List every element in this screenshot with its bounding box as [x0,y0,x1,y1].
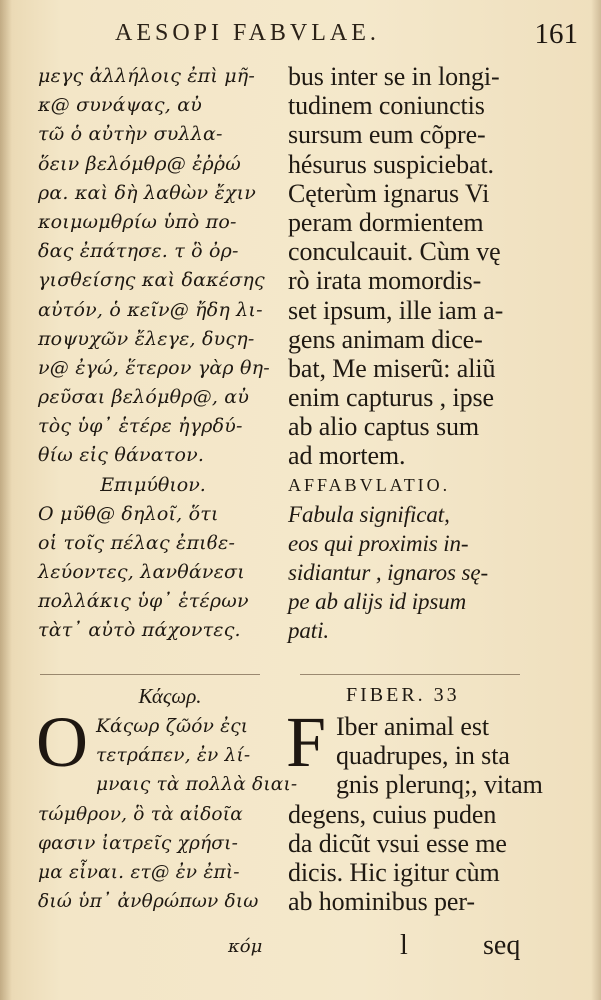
greek-line: μα εἶναι. ετ@ ἐν ἐπὶ- [38,861,240,883]
latin-line: hésurus suspiciebat. [288,149,494,179]
latin-line: conculcauit. Cùm vę [288,237,501,267]
latin-line: gens animam dice- [288,324,483,354]
greek-line: ρεῦσαι βελόμθρ@, αὐ [38,386,250,409]
latin-line: da dicũt vsui esse me [288,828,507,858]
latin-moral-line: pe ab alijs id ipsum [288,589,467,615]
signature-mark: l [400,930,408,961]
greek-line: διώ ὑπ᾽ ἀνθρώπων διω [38,891,259,913]
greek-line: τῶ ὁ αὐτὴν συλλα- [38,123,223,146]
greek-moral-heading: Επιμύθιον. [100,473,206,496]
latin-column-top [288,62,528,646]
latin-line: gnis plerunq;, vitam [336,770,543,800]
section-divider-right [300,674,520,675]
greek-line: αὐτόν, ὁ κεῖν@ ἤδη λι- [38,298,263,321]
latin-line: ab alio captus sum [288,412,479,442]
page-header [30,18,578,60]
greek-fable-title: Κάςωρ. [138,684,202,708]
greek-line: ὅειν βελόμθρ@ ἐῤῥώ [38,152,241,175]
latin-line: Iber animal est [336,712,489,741]
greek-line: τετράπεν, ἐν λί- [96,745,251,767]
greek-line: φασιν ἰατρεῖς χρήσι- [38,832,239,854]
latin-column-bottom [288,712,543,917]
latin-moral-line: Fabula significat, [288,501,450,527]
greek-line: Κάςωρ ζῶόν ἐςι [96,716,249,737]
greek-line: κοιμωμθρίω ὑπὸ πο- [38,210,237,233]
greek-line: γισθείσης καὶ δακέσης [38,269,265,292]
greek-catchword: κόμ [228,936,263,957]
greek-line: κ@ συνάψας, αὐ [38,94,203,117]
greek-moral-line: λεύοντες, λανθάνεσι [38,561,245,583]
gutter-shadow [0,0,12,1000]
latin-moral-line: eos qui proximis in- [288,530,469,556]
latin-line: peram dormientem [288,207,484,237]
greek-line: θίω εἰς θάνατον. [38,444,205,467]
greek-line: ρα. καὶ δὴ λαθὼν ἔχιν [38,181,257,204]
greek-line: τώμθρον, ὃ τὰ αἰδοῖα [38,803,243,825]
greek-line: μναις τὰ πολλὰ διαι- [96,774,298,796]
latin-line: quadrupes, in sta [336,741,510,771]
latin-line: enim capturus , ipse [288,383,494,413]
catchword: seq [483,930,521,961]
greek-dropcap: O [36,702,88,782]
greek-line: ποψυχῶν ἔλεγε, δυςη- [38,327,255,350]
latin-line: bat, Me miserũ: aliũ [288,353,496,383]
latin-line: Cęterùm ignarus Vi [288,178,490,208]
latin-line: sursum eum cõpre- [288,120,486,150]
latin-dropcap: F [286,702,327,782]
latin-fable-title: FIBER. 33 [346,684,460,706]
greek-moral-line: πολλάκις ὑφ᾽ ἑτέρων [38,590,249,613]
running-head: AESOPI FABVLAE. [115,20,380,46]
page-number: 161 [534,18,578,50]
latin-line: ad mortem. [288,441,406,471]
latin-moral-line: sidiantur , ignaros sę- [288,560,489,585]
section-divider-left [40,674,260,675]
latin-line: tudinem coniunctis [288,91,485,121]
greek-line: τὸς ὑφ᾽ ἑτέρε ἠγρδύ- [38,415,243,438]
greek-moral-line: τὰτ᾽ αὐτὸ πάχοντες. [38,619,241,642]
latin-line: ab hominibus per- [288,887,475,917]
latin-line: degens, cuius puden [288,799,497,829]
latin-line: rò irata momordis- [288,266,482,296]
latin-line: dicis. Hic igitur cùm [288,857,500,887]
greek-moral-line: οἱ τοῖς πέλας ἐπιϐε- [38,531,236,554]
latin-line: bus inter se in longi- [288,62,500,91]
greek-line: δας ἐπάτησε. τ ὃ ὀρ- [38,240,239,263]
greek-line: ν@ ἐγώ, ἕτερον γὰρ θη- [38,356,270,379]
latin-moral-line: pati. [288,618,330,644]
greek-moral-line: Ο μῦθ@ δηλοῖ, ὅτι [38,502,219,525]
page-edge-shadow [591,0,601,1000]
greek-column-bottom [38,712,298,916]
greek-line: μεγς ἀλλήλοις ἐπὶ μῆ- [38,65,256,87]
greek-column-top [38,62,268,646]
latin-line: set ipsum, ille iam a- [288,295,504,325]
latin-moral-heading: AFFABVLATIO. [288,474,451,495]
